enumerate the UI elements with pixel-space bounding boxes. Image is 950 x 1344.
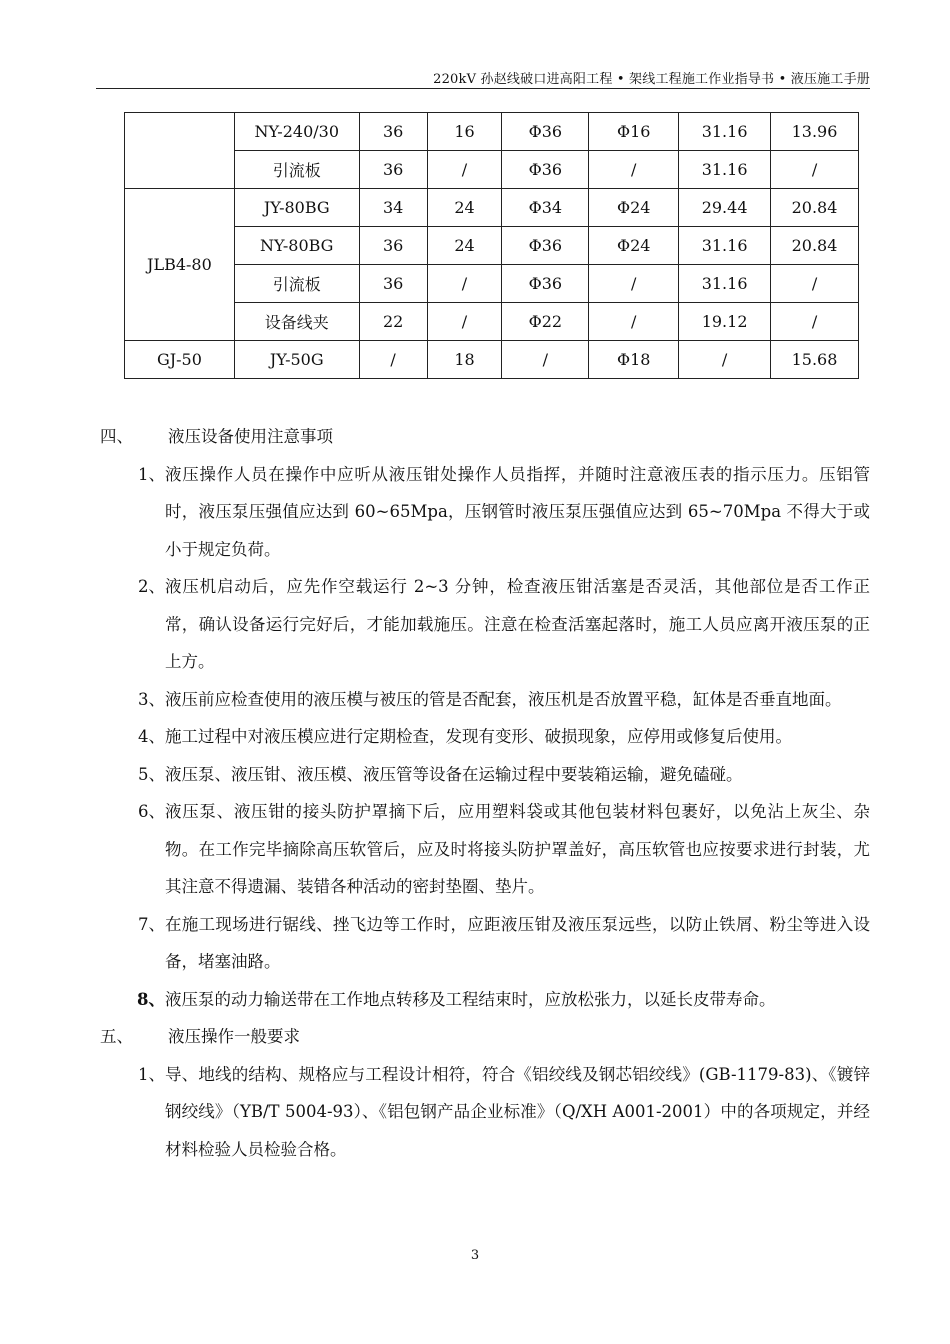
table-cell: Φ24 bbox=[589, 189, 679, 227]
table-cell: 15.68 bbox=[771, 341, 859, 379]
table-cell: / bbox=[502, 341, 589, 379]
table-row bbox=[125, 227, 859, 265]
running-header: 220kV 孙赵线破口进高阳工程 • 架线工程施工作业指导书 • 液压施工手册 bbox=[433, 72, 870, 87]
table-cell: JLB4-80 bbox=[125, 189, 235, 341]
table-cell: / bbox=[427, 151, 502, 189]
section-title: 液压操作一般要求 bbox=[168, 1027, 300, 1046]
table-cell: 16 bbox=[427, 113, 502, 151]
table-cell: / bbox=[427, 303, 502, 341]
header-rule bbox=[96, 88, 870, 89]
table-cell: 18 bbox=[427, 341, 502, 379]
item-text: 液压泵的动力输送带在工作地点转移及工程结束时，应放松张力，以延长皮带寿命。 bbox=[165, 989, 776, 1009]
table-cell: 19.12 bbox=[679, 303, 771, 341]
section-heading bbox=[100, 418, 870, 456]
table-cell: / bbox=[589, 303, 679, 341]
item-number: 4、 bbox=[138, 727, 165, 746]
table-cell: 设备线夹 bbox=[234, 303, 359, 341]
item-text: 导、地线的结构、规格应与工程设计相符，符合《铝绞线及钢芯铝绞线》(GB-1179-83)、《镀锌钢绞线》（YB/T 5004-93）、《铝包钢产品企业标准》（Q/XH A001-2001）中的各项规定，并经材料检验人员检验合格。 bbox=[165, 1064, 870, 1159]
item-number: 5、 bbox=[138, 764, 165, 784]
item-number: 2、 bbox=[138, 577, 165, 596]
table-cell: / bbox=[771, 265, 859, 303]
table-row bbox=[125, 113, 859, 151]
section-number: 四、 bbox=[100, 427, 133, 446]
table-cell: 引流板 bbox=[234, 151, 359, 189]
list-item bbox=[100, 756, 870, 794]
table-cell: Φ16 bbox=[589, 113, 679, 151]
item-text: 液压操作人员在操作中应听从液压钳处操作人员指挥，并随时注意液压表的指示压力。压铝管时，液压泵压强值应达到 60~65Mpa，压钢管时液压泵压强值应达到 65~70Mpa 不得大于或小于规定负荷。 bbox=[165, 464, 870, 559]
list-item bbox=[100, 981, 870, 1019]
table-cell: NY-240/30 bbox=[234, 113, 359, 151]
table-cell: / bbox=[427, 265, 502, 303]
table-cell: 34 bbox=[359, 189, 427, 227]
table-cell: 20.84 bbox=[771, 189, 859, 227]
table-cell: 36 bbox=[359, 113, 427, 151]
table-cell: 31.16 bbox=[679, 151, 771, 189]
list-item bbox=[100, 681, 870, 719]
table-cell: / bbox=[771, 303, 859, 341]
table-cell: 22 bbox=[359, 303, 427, 341]
table-cell: Φ24 bbox=[589, 227, 679, 265]
table-cell: / bbox=[679, 341, 771, 379]
table-row bbox=[125, 189, 859, 227]
item-text: 液压泵、液压钳的接头防护罩摘下后，应用塑料袋或其他包装材料包裹好，以免沾上灰尘、杂物。在工作完毕摘除高压软管后，应及时将接头防护罩盖好，高压软管也应按要求进行封装，尤其注意不得遗漏、装错各种活动的密封垫圈、垫片。 bbox=[165, 802, 870, 896]
list-item bbox=[100, 1056, 870, 1169]
table-cell: GJ-50 bbox=[125, 341, 235, 379]
table-cell: NY-80BG bbox=[234, 227, 359, 265]
table-cell: 20.84 bbox=[771, 227, 859, 265]
table-cell: Φ18 bbox=[589, 341, 679, 379]
item-number: 7、 bbox=[138, 914, 165, 934]
table-cell: 31.16 bbox=[679, 227, 771, 265]
list-item bbox=[100, 906, 870, 981]
table-cell: JY-80BG bbox=[234, 189, 359, 227]
table-cell: Φ22 bbox=[502, 303, 589, 341]
table-cell: Φ36 bbox=[502, 113, 589, 151]
section-title: 液压设备使用注意事项 bbox=[168, 427, 333, 446]
table-cell: / bbox=[589, 151, 679, 189]
section-heading bbox=[100, 1018, 870, 1056]
table-row bbox=[125, 341, 859, 379]
table-cell: 36 bbox=[359, 265, 427, 303]
list-item bbox=[100, 568, 870, 681]
list-item bbox=[100, 793, 870, 906]
item-text: 施工过程中对液压模应进行定期检查，发现有变形、破损现象，应停用或修复后使用。 bbox=[165, 727, 792, 746]
table-cell: 13.96 bbox=[771, 113, 859, 151]
page-number: 3 bbox=[470, 1248, 480, 1263]
item-number: 6、 bbox=[138, 802, 165, 821]
item-text: 在施工现场进行锯线、挫飞边等工作时，应距液压钳及液压泵远些，以防止铁屑、粉尘等进入设备，堵塞油路。 bbox=[165, 914, 870, 971]
table-cell: 36 bbox=[359, 227, 427, 265]
table-cell: Φ36 bbox=[502, 227, 589, 265]
item-text: 液压前应检查使用的液压模与被压的管是否配套，液压机是否放置平稳，缸体是否垂直地面。 bbox=[165, 689, 842, 709]
table-row bbox=[125, 303, 859, 341]
item-number: 3、 bbox=[138, 689, 165, 709]
table-cell: Φ36 bbox=[502, 151, 589, 189]
item-text: 液压泵、液压钳、液压模、液压管等设备在运输过程中要装箱运输，避免磕碰。 bbox=[165, 764, 743, 784]
table-cell: JY-50G bbox=[234, 341, 359, 379]
table-cell: / bbox=[589, 265, 679, 303]
table-row bbox=[125, 151, 859, 189]
table-cell: 引流板 bbox=[234, 265, 359, 303]
table-cell: 31.16 bbox=[679, 265, 771, 303]
document-body bbox=[100, 418, 870, 1168]
table-cell: 24 bbox=[427, 227, 502, 265]
table-cell: 24 bbox=[427, 189, 502, 227]
table-cell: 31.16 bbox=[679, 113, 771, 151]
spec-table bbox=[124, 112, 859, 379]
list-item bbox=[100, 456, 870, 569]
item-number: 1、 bbox=[138, 1064, 165, 1084]
list-item bbox=[100, 718, 870, 756]
table-cell bbox=[125, 113, 235, 189]
table-cell: / bbox=[359, 341, 427, 379]
section-number: 五、 bbox=[100, 1027, 133, 1046]
table-cell: 29.44 bbox=[679, 189, 771, 227]
table-cell: Φ34 bbox=[502, 189, 589, 227]
table-cell: 36 bbox=[359, 151, 427, 189]
table-row bbox=[125, 265, 859, 303]
item-number: 1、 bbox=[138, 464, 165, 484]
table-cell: Φ36 bbox=[502, 265, 589, 303]
table-cell: / bbox=[771, 151, 859, 189]
item-text: 液压机启动后，应先作空载运行 2~3 分钟，检查液压钳活塞是否灵活，其他部位是否工作正常，确认设备运行完好后，才能加载施压。注意在检查活塞起落时，施工人员应离开液压泵的正上方。 bbox=[165, 577, 870, 671]
item-number: 8、 bbox=[137, 989, 165, 1009]
